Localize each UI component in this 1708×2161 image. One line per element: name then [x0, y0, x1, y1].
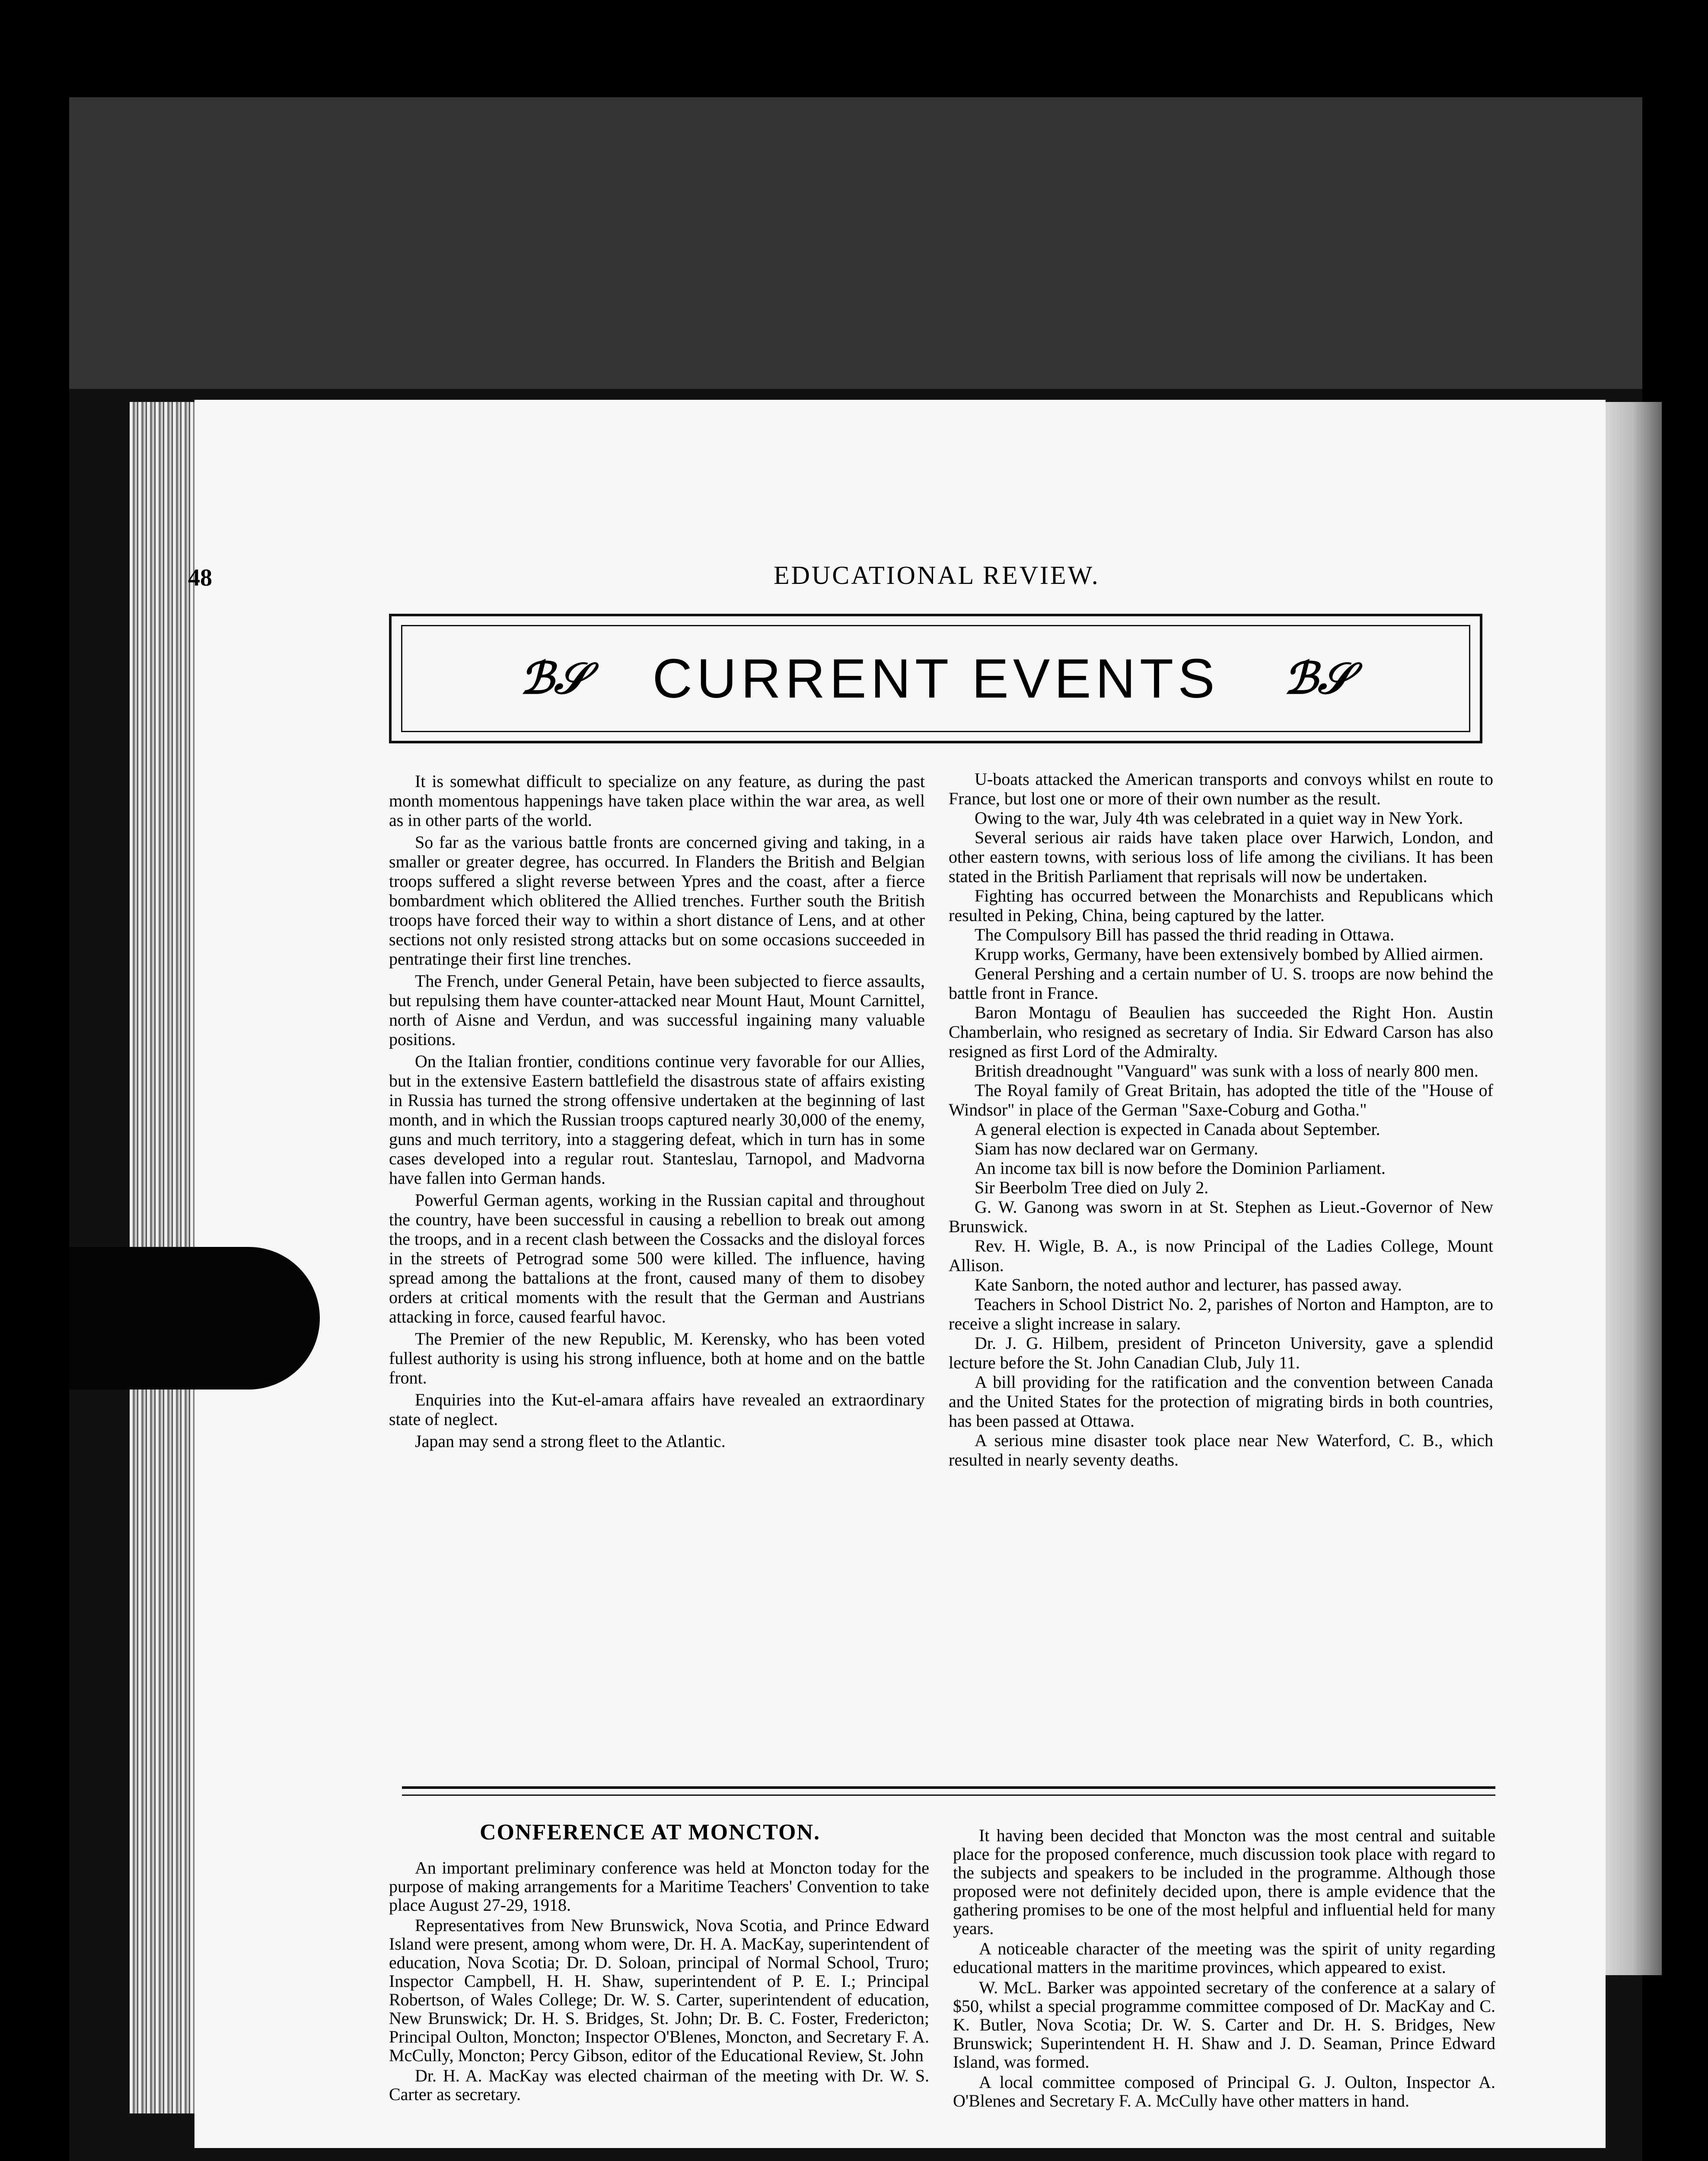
news-item: Baron Montagu of Beaulien has succeeded the Right Hon. Austin Chamberlain, who resigned as secretary of India. Sir Edward Carson has also resigned as first Lord of the Admiralty.: [949, 1003, 1493, 1061]
paragraph: W. McL. Barker was appointed secretary of the conference at a salary of $50, whilst a special programme committee composed of Dr. MacKay and C. K. Butler, Nova Scotia; Dr. W. S. Carter and Dr. H. S. Bridges, New Brunswick; Superintendent H. H. Shaw and J. D. Seaman, Prince Edward Island, was formed.: [953, 1978, 1495, 2072]
paragraph: So far as the various battle fronts are concerned giving and taking, in a smaller or greater degree, has occurred. In Flanders the British and Belgian troops suffered a slight reverse between Ypres and the coast, after a fierce bombardment which oblitered the Allied trenches. Further south the British troops have forced their way to within a short distance of Lens, and at other sections not only resisted strong attacks but on some occasions succeeded in pentratinge their first line trenches.: [389, 832, 925, 969]
news-item: U-boats attacked the American transports and convoys whilst en route to France, but lost one or more of their own number as the result.: [949, 769, 1493, 808]
paragraph: The French, under General Petain, have been subjected to fierce assaults, but repulsing them have counter-attacked near Mount Haut, Mount Carnittel, north of Aisne and Verdun, and was successful ingaining many valuable positions.: [389, 971, 925, 1049]
section-divider: [402, 1786, 1495, 1796]
news-item: G. W. Ganong was sworn in at St. Stephen as Lieut.-Governor of New Brunswick.: [949, 1197, 1493, 1236]
current-events-left-column: [389, 771, 925, 1453]
ornament-right-icon: ℬ𝒮: [1284, 655, 1351, 703]
conference-title: CONFERENCE AT MONCTON.: [480, 1820, 820, 1845]
conference-right-column: [953, 1826, 1495, 2112]
paragraph: Powerful German agents, working in the Russian capital and throughout the country, have been successful in causing a rebellion to break out among the troops, and in a recent clash between the Cossacks and the disloyal forces in the streets of Petrograd some 500 were killed. The influence, having spread among the battalions at the front, caused many of them to disobey orders at critical moments with the result that the German and Austrians attacking in force, caused fearful havoc.: [389, 1190, 925, 1326]
news-item: The Royal family of Great Britain, has adopted the title of the "House of Windsor" in place of the German "Saxe-Coburg and Gotha.": [949, 1080, 1493, 1119]
page-right-edge: [1597, 402, 1662, 1975]
news-item: A bill providing for the ratification and the convention between Canada and the United States for the protection of migrating birds in both countries, has been passed at Ottawa.: [949, 1372, 1493, 1431]
paragraph: A local committee composed of Principal G. J. Oulton, Inspector A. O'Blenes and Secretary F. A. McCully have other matters in hand.: [953, 2072, 1495, 2110]
news-item: Teachers in School District No. 2, parishes of Norton and Hampton, are to receive a slight increase in salary.: [949, 1294, 1493, 1333]
paragraph: It is somewhat difficult to specialize on any feature, as during the past month momentous happenings have taken place within the war area, as well as in other parts of the world.: [389, 771, 925, 830]
page-number: 48: [188, 564, 212, 591]
news-item: A serious mine disaster took place near New Waterford, C. B., which resulted in nearly seventy deaths.: [949, 1431, 1493, 1469]
paragraph: Enquiries into the Kut-el-amara affairs have revealed an extraordinary state of neglect.: [389, 1390, 925, 1429]
paragraph: A noticeable character of the meeting was the spirit of unity regarding educational matters in the maritime provinces, which appeared to exist.: [953, 1939, 1495, 1977]
news-item: Dr. J. G. Hilbem, president of Princeton University, gave a splendid lecture before the St. John Canadian Club, July 11.: [949, 1333, 1493, 1372]
paragraph: The Premier of the new Republic, M. Kerensky, who has been voted fullest authority is using his strong influence, both at home and on the battle front.: [389, 1329, 925, 1387]
paragraph: It having been decided that Moncton was the most central and suitable place for the proposed conference, much discussion took place with regard to the subjects and speakers to be included in the programme. Although those proposed were not definitely decided upon, there is ample evidence that the gathering promises to be one of the most helpful and influential held for many years.: [953, 1826, 1495, 1938]
paragraph: Japan may send a strong fleet to the Atlantic.: [415, 1431, 726, 1451]
news-item: Sir Beerbolm Tree died on July 2.: [975, 1178, 1209, 1197]
section-title-current-events: CURRENT EVENTS: [652, 647, 1219, 710]
news-item: The Compulsory Bill has passed the thrid reading in Ottawa.: [975, 925, 1394, 944]
dark-background-top: [69, 97, 1642, 408]
conference-left-column: [389, 1858, 929, 2105]
paragraph: On the Italian frontier, conditions continue very favorable for our Allies, but in the extensive Eastern battlefield the disastrous state of affairs existing in Russia has turned the strong offensive undertaken at the beginning of last month, and in which the Russian troops captured nearly 30,000 of the enemy, guns and much territory, into a staggering defeat, which in turn has in some cases developed into a regular rout. Stanteslau, Tarnopol, and Madvorna have fallen into German hands.: [389, 1052, 925, 1188]
banner-inner-frame: [401, 625, 1470, 732]
paragraph: Representatives from New Brunswick, Nova Scotia, and Prince Edward Island were present, among whom were, Dr. H. A. MacKay, superintendent of education, Nova Scotia; Dr. D. Soloan, principal of Normal School, Truro; Inspector Campbell, H. H. Shaw, superintendent of P. E. I.; Principal Robertson, of Wales College; Dr. W. S. Carter, superintendent of education, New Brunswick; Dr. H. S. Bridges, St. John; Dr. B. C. Foster, Fredericton; Principal Oulton, Moncton; Inspector O'Blenes, Moncton, and Secretary F. A. McCully, Moncton; Percy Gibson, editor of the Educational Review, St. John: [389, 1916, 929, 2065]
ornament-left-icon: ℬ𝒮: [520, 655, 588, 703]
news-item: Siam has now declared war on Germany.: [975, 1139, 1259, 1158]
news-item: Kate Sanborn, the noted author and lecturer, has passed away.: [975, 1275, 1402, 1294]
news-item: Fighting has occurred between the Monarchists and Republicans which resulted in Peking, China, being captured by the latter.: [949, 886, 1493, 925]
thumb-shadow: [69, 1247, 320, 1390]
current-events-banner: [389, 614, 1482, 743]
paragraph: An important preliminary conference was held at Moncton today for the purpose of making arrangements for a Maritime Teachers' Convention to take place August 27-29, 1918.: [389, 1858, 929, 1915]
news-item: A general election is expected in Canada about September.: [975, 1119, 1380, 1139]
news-item: Krupp works, Germany, have been extensively bombed by Allied airmen.: [975, 944, 1484, 964]
current-events-right-column: [949, 769, 1493, 1469]
news-item: British dreadnought "Vanguard" was sunk with a loss of nearly 800 men.: [975, 1061, 1479, 1080]
news-item: Several serious air raids have taken place over Harwich, London, and other eastern towns, with serious loss of life among the civilians. It has been stated in the British Parliament that reprisals will now be undertaken.: [949, 828, 1493, 886]
running-head: EDUCATIONAL REVIEW.: [774, 561, 1100, 590]
paragraph: Dr. H. A. MacKay was elected chairman of the meeting with Dr. W. S. Carter as secretary.: [389, 2066, 929, 2104]
news-item: General Pershing and a certain number of U. S. troops are now behind the battle front in France.: [949, 964, 1493, 1003]
news-item: Owing to the war, July 4th was celebrated in a quiet way in New York.: [975, 808, 1463, 828]
news-item: Rev. H. Wigle, B. A., is now Principal of the Ladies College, Mount Allison.: [949, 1236, 1493, 1275]
news-item: An income tax bill is now before the Dominion Parliament.: [975, 1158, 1386, 1178]
